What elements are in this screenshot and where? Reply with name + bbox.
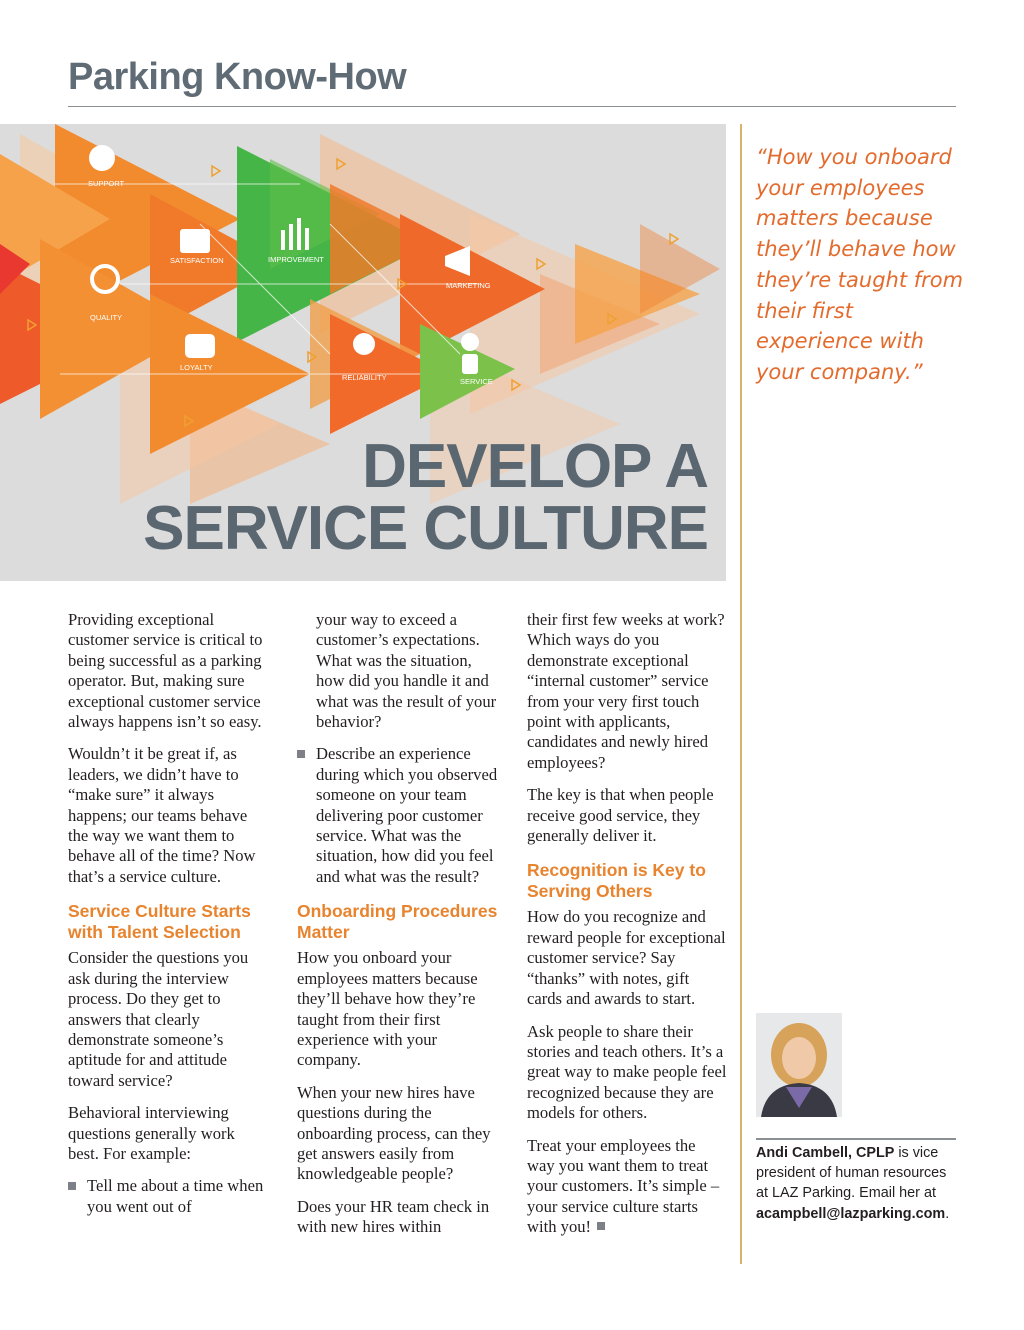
author-divider (756, 1138, 956, 1140)
paragraph: The key is that when people receive good service, they generally deliver it. (527, 785, 714, 846)
paragraph: Consider the questions you ask during the interview process. Do they get to answers that clearly demonstrate someone’s aptitude for and attitude toward service? (68, 948, 249, 1090)
icon-label-support: SUPPORT (88, 179, 125, 188)
icon-label-improvement: IMPROVEMENT (268, 255, 324, 264)
paragraph: Does your HR team check in with new hires within (297, 1196, 490, 1237)
title-divider (68, 106, 956, 107)
paragraph: When your new hires have questions during the onboarding process, can they get answers easily from knowledgeable people? (297, 1082, 491, 1184)
subheading-onboarding: Onboarding Procedures Matter (297, 901, 498, 942)
icon-label-marketing: MARKETING (446, 281, 491, 290)
hero-headline (143, 432, 708, 563)
article-column-3 (527, 610, 727, 1250)
bullet-continuation: your way to exceed a customer’s expectations. What was the situation, how did you handle it and what was the result of your behavior? (316, 610, 497, 732)
bullet-item: Tell me about a time when you went out of (68, 1176, 268, 1217)
paragraph: Ask people to share their stories and teach others. It’s a great way to make people feel recognized because they are models for others. (527, 1021, 727, 1123)
icon-label-reliability: RELIABILITY (342, 373, 387, 382)
icon-label-loyalty: LOYALTY (180, 363, 213, 372)
paragraph: Providing exceptional customer service is critical to being successful as a parking operator. But, making sure exceptional customer service always happens isn’t so easy. (68, 610, 263, 732)
paragraph-final (527, 1136, 727, 1238)
paragraph: How you onboard your employees matters because they’ll behave how they’re taught from their first experience with your company. (297, 948, 478, 1070)
headline-line-2: SERVICE CULTURE (143, 494, 708, 563)
paragraph: their first few weeks at work? Which ways do you demonstrate exceptional “internal customer” service from your very first touch point with applicants, candidates and newly hired employees? (527, 610, 725, 772)
author-bio (756, 1143, 956, 1224)
icon-label-quality: QUALITY (90, 313, 123, 322)
hero-illustration (0, 124, 726, 581)
subheading-talent-selection: Service Culture Starts with Talent Selection (68, 901, 251, 942)
subheading-recognition: Recognition is Key to Serving Others (527, 860, 706, 901)
paragraph: Behavioral interviewing questions generally work best. For example: (68, 1103, 235, 1163)
author-bio-text: is vice president of human resources at LAZ Parking. Email her at (756, 1145, 947, 1202)
headline-line-1: DEVELOP A (362, 432, 708, 501)
author-name: Andi Cambell, CPLP (756, 1145, 895, 1161)
author-email: acampbell@lazparking.com (756, 1205, 946, 1222)
icon-label-service: SERVICE (460, 377, 493, 386)
bullet-item: Describe an experience during which you observed someone on your team delivering poor customer service. What was the situation, how did you feel and what was the result? (297, 744, 502, 887)
article-column-1 (68, 610, 268, 1229)
pull-quote: “How you onboard your employees matters because they’ll behave how they’re taught from their first experience with your company.” (756, 145, 964, 384)
final-text: Treat your employees the way you want them to treat your customers. It’s simple – your service culture starts with you! (527, 1135, 720, 1237)
section-title: Parking Know-How (68, 56, 407, 98)
icon-label-satisfaction: SATISFACTION (170, 256, 224, 265)
paragraph: How do you recognize and reward people for exceptional customer service? Say “thanks” with notes, gift cards and awards to start. (527, 907, 726, 1009)
end-mark-icon (597, 1222, 605, 1230)
article-column-2 (297, 610, 502, 1250)
author-bio-period: . (945, 1205, 950, 1222)
paragraph: Wouldn’t it be great if, as leaders, we didn’t have to “make sure” it always happens; our teams behave the way we want them to behave all of the time? Now that’s a service culture. (68, 744, 256, 886)
sidebar-divider (740, 124, 742, 1264)
author-photo (756, 1013, 842, 1117)
